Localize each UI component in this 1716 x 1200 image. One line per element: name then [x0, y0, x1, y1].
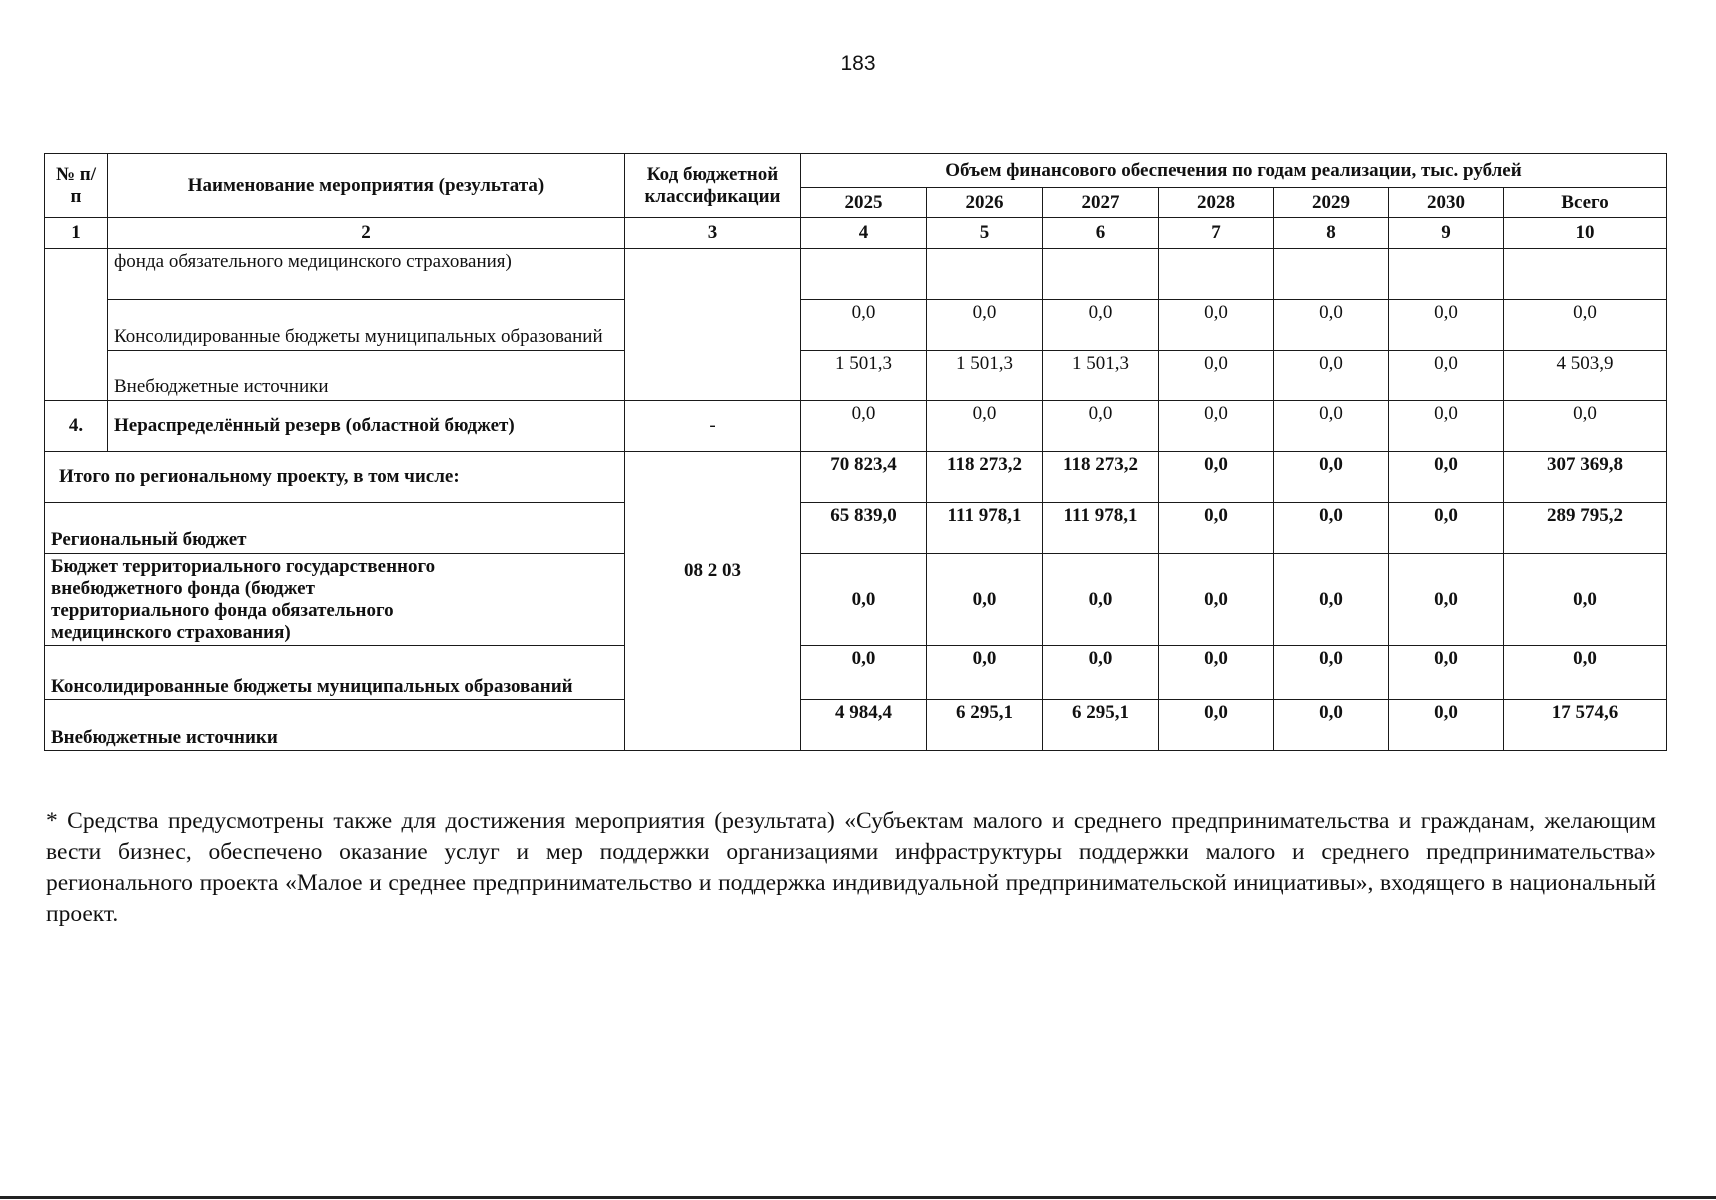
row-name: Консолидированные бюджеты муниципальных образований: [108, 300, 625, 351]
reserve-name: Нераспределённый резерв (областной бюджет): [108, 401, 625, 452]
row-value: 0,0: [1389, 300, 1504, 351]
row-value: 1 501,3: [1043, 351, 1159, 401]
header-year: 2025: [801, 188, 927, 218]
totals-value: 307 369,8: [1504, 452, 1667, 503]
column-number: 8: [1274, 218, 1389, 249]
totals-value: 0,0: [1274, 646, 1389, 700]
table-row: [45, 351, 1667, 401]
totals-value: 0,0: [1504, 554, 1667, 646]
header-year: 2027: [1043, 188, 1159, 218]
totals-value: 0,0: [1389, 646, 1504, 700]
reserve-code: -: [625, 401, 801, 452]
column-number: 4: [801, 218, 927, 249]
totals-value: 0,0: [1274, 554, 1389, 646]
row-value: [927, 249, 1043, 300]
header-volume: Объем финансового обеспечения по годам реализации, тыс. рублей: [801, 154, 1667, 188]
totals-name: Бюджет территориального государственного внебюджетного фонда (бюджет территориального фонда обязательного медицинского страхования): [45, 554, 625, 646]
totals-value: 118 273,2: [1043, 452, 1159, 503]
totals-name: Консолидированные бюджеты муниципальных образований: [45, 646, 625, 700]
totals-value: 70 823,4: [801, 452, 927, 503]
totals-value: 0,0: [927, 646, 1043, 700]
totals-row: [45, 452, 1667, 503]
reserve-num: 4.: [45, 401, 108, 452]
totals-value: 0,0: [927, 554, 1043, 646]
reserve-value: 0,0: [1043, 401, 1159, 452]
row-name: Внебюджетные источники: [108, 351, 625, 401]
totals-value: 0,0: [1274, 700, 1389, 751]
totals-name: Итого по региональному проекту, в том числе:: [45, 452, 625, 503]
row-value: [1504, 249, 1667, 300]
row-value: 0,0: [1504, 300, 1667, 351]
row-value: [1274, 249, 1389, 300]
row-code-empty: [625, 249, 801, 401]
totals-value: 0,0: [801, 554, 927, 646]
row-value: 0,0: [927, 300, 1043, 351]
header-year: 2028: [1159, 188, 1274, 218]
totals-value: 4 984,4: [801, 700, 927, 751]
totals-value: 111 978,1: [927, 503, 1043, 554]
reserve-value: 0,0: [1159, 401, 1274, 452]
column-number: 3: [625, 218, 801, 249]
totals-value: 289 795,2: [1504, 503, 1667, 554]
table-row: [45, 249, 1667, 300]
totals-value: 0,0: [801, 646, 927, 700]
row-name: фонда обязательного медицинского страхования): [108, 249, 625, 300]
totals-value: 65 839,0: [801, 503, 927, 554]
row-value: 0,0: [801, 300, 927, 351]
row-value: 0,0: [1159, 300, 1274, 351]
reserve-value: 0,0: [1389, 401, 1504, 452]
reserve-value: 0,0: [801, 401, 927, 452]
header-code: Код бюджетной классификации: [625, 154, 801, 218]
totals-value: 6 295,1: [1043, 700, 1159, 751]
reserve-value: 0,0: [1274, 401, 1389, 452]
row-value: 0,0: [1274, 351, 1389, 401]
totals-value: 0,0: [1389, 700, 1504, 751]
row-num-empty: [45, 249, 108, 401]
row-value: 4 503,9: [1504, 351, 1667, 401]
header-total: Всего: [1504, 188, 1667, 218]
totals-value: 0,0: [1159, 554, 1274, 646]
column-number: 2: [108, 218, 625, 249]
totals-value: 0,0: [1389, 554, 1504, 646]
column-number: 1: [45, 218, 108, 249]
page-bottom-border: [0, 1196, 1716, 1199]
reserve-value: 0,0: [927, 401, 1043, 452]
totals-row: [45, 646, 1667, 700]
header-row: [45, 154, 1667, 188]
row-value: [1043, 249, 1159, 300]
totals-value: 0,0: [1043, 554, 1159, 646]
totals-value: 111 978,1: [1043, 503, 1159, 554]
header-year: 2026: [927, 188, 1043, 218]
totals-value: 0,0: [1043, 646, 1159, 700]
column-number: 10: [1504, 218, 1667, 249]
totals-value: 0,0: [1159, 452, 1274, 503]
header-year: 2029: [1274, 188, 1389, 218]
reserve-value: 0,0: [1504, 401, 1667, 452]
totals-value: 0,0: [1159, 503, 1274, 554]
totals-name: Региональный бюджет: [45, 503, 625, 554]
header-num: № п/п: [45, 154, 108, 218]
row-value: [1389, 249, 1504, 300]
totals-code: 08 2 03: [625, 452, 801, 751]
footnote: * Средства предусмотрены также для достижения мероприятия (результата) «Субъектам малого и среднего предпринимательства и гражданам, желающим вести бизнес, обеспечено оказание услуг и мер поддержки организациями инфраструктуры поддержки малого и среднего предпринимательства» регионального проекта «Малое и среднее предпринимательство и поддержка индивидуальной предпринимательской инициативы», входящего в национальный проект.: [46, 808, 1656, 927]
row-value: 0,0: [1389, 351, 1504, 401]
row-value: 1 501,3: [801, 351, 927, 401]
financing-table: [44, 153, 1667, 751]
row-value: 0,0: [1043, 300, 1159, 351]
totals-value: 0,0: [1389, 503, 1504, 554]
column-number: 5: [927, 218, 1043, 249]
totals-value: 0,0: [1159, 700, 1274, 751]
totals-value: 0,0: [1504, 646, 1667, 700]
row-value: [1159, 249, 1274, 300]
totals-value: 0,0: [1389, 452, 1504, 503]
totals-value: 17 574,6: [1504, 700, 1667, 751]
totals-row: [45, 554, 1667, 646]
totals-row: [45, 700, 1667, 751]
row-value: [801, 249, 927, 300]
page-number: 183: [840, 52, 876, 75]
totals-value: 0,0: [1159, 646, 1274, 700]
column-numbers-row: [45, 218, 1667, 249]
row-value: 1 501,3: [927, 351, 1043, 401]
totals-value: 0,0: [1274, 452, 1389, 503]
row-value: 0,0: [1159, 351, 1274, 401]
header-year: 2030: [1389, 188, 1504, 218]
totals-name: Внебюджетные источники: [45, 700, 625, 751]
header-name: Наименование мероприятия (результата): [108, 154, 625, 218]
column-number: 6: [1043, 218, 1159, 249]
reserve-row: [45, 401, 1667, 452]
table-row: [45, 300, 1667, 351]
totals-value: 6 295,1: [927, 700, 1043, 751]
totals-value: 118 273,2: [927, 452, 1043, 503]
column-number: 7: [1159, 218, 1274, 249]
totals-row: [45, 503, 1667, 554]
totals-value: 0,0: [1274, 503, 1389, 554]
row-value: 0,0: [1274, 300, 1389, 351]
column-number: 9: [1389, 218, 1504, 249]
